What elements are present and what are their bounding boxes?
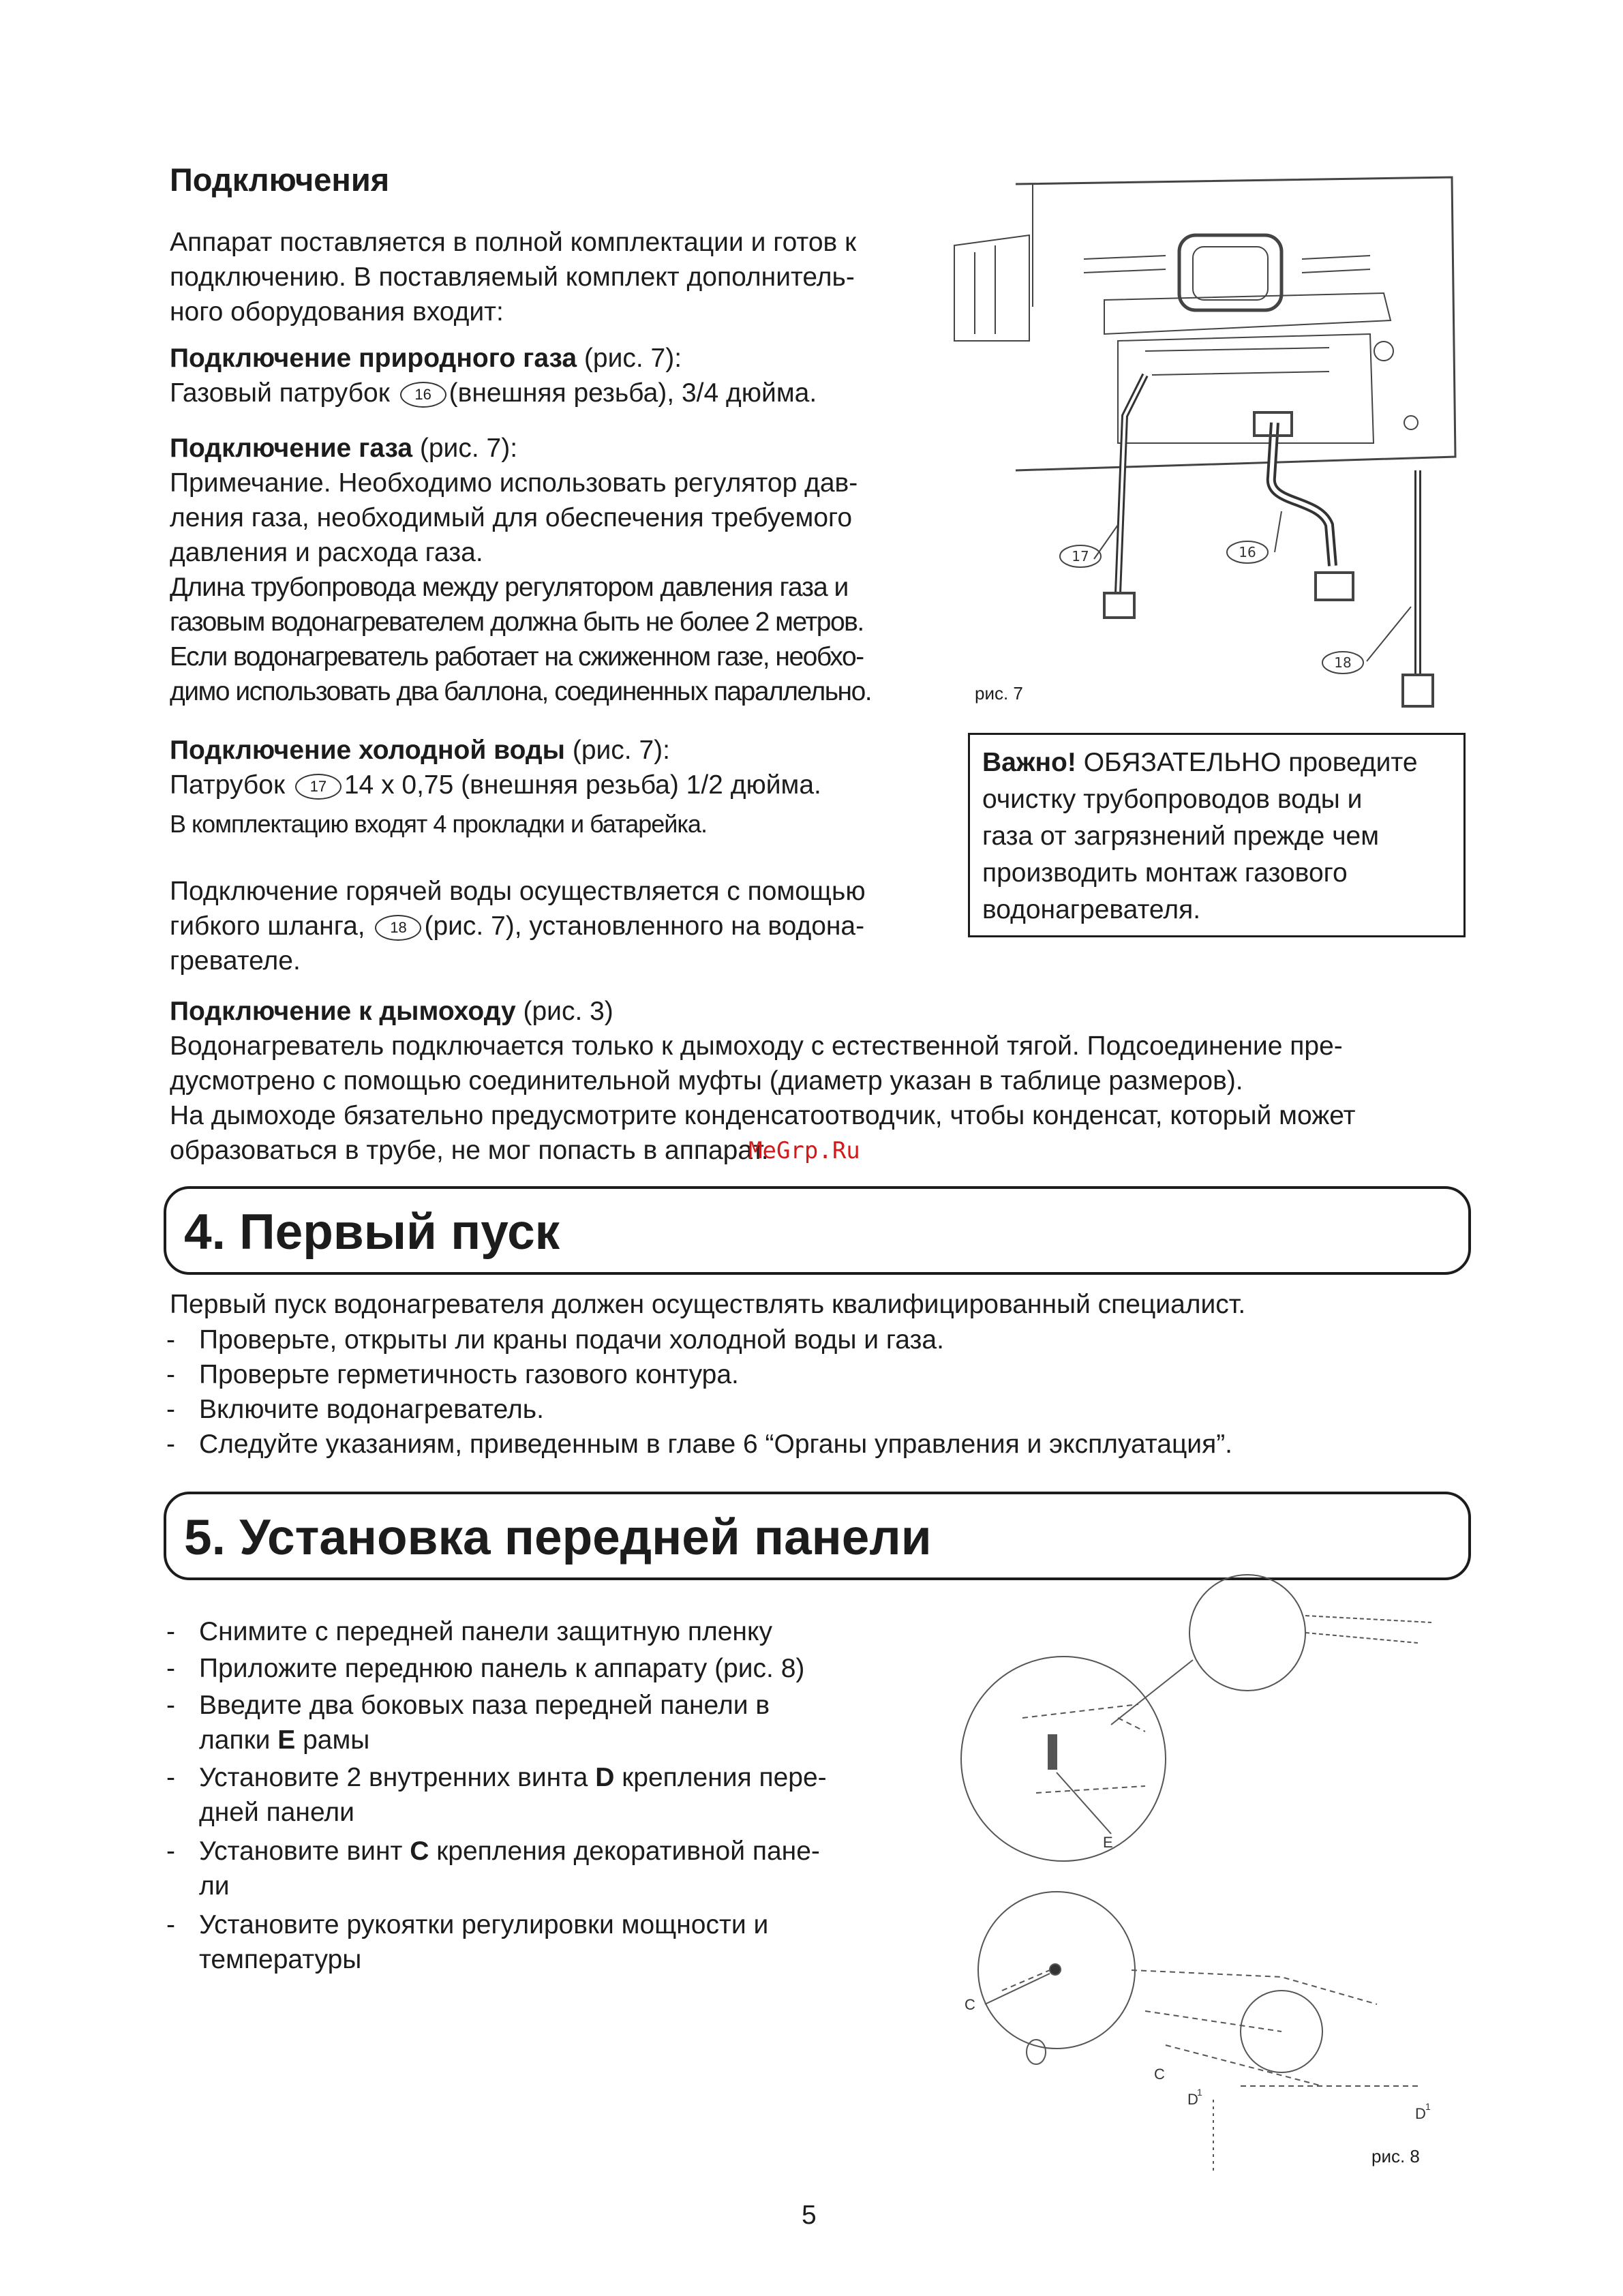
page-number: 5 bbox=[802, 2201, 817, 2230]
list-item bbox=[166, 1323, 944, 1357]
label-E: E bbox=[277, 1725, 296, 1755]
chapter-4-title: 4. Первый пуск bbox=[184, 1205, 560, 1260]
list-item-text: температуры bbox=[199, 1945, 362, 1974]
callout-18: 18 bbox=[375, 915, 421, 941]
gas-ref: (рис. 7): bbox=[412, 434, 518, 463]
list-dash: - bbox=[166, 1617, 175, 1646]
hot-water-line: гибкого шланга, bbox=[170, 911, 365, 941]
natural-gas-ref: (рис. 7): bbox=[577, 344, 682, 373]
list-item-text: Проверьте, открыты ли краны подачи холодной воды и газа. bbox=[199, 1325, 944, 1355]
list-item-text: лапки bbox=[199, 1725, 278, 1755]
fig7-label-16: 16 bbox=[1239, 544, 1256, 560]
list-item-text: Установите 2 внутренних винта bbox=[199, 1763, 596, 1792]
fig7-label-18: 18 bbox=[1334, 654, 1352, 671]
list-dash: - bbox=[166, 1395, 175, 1424]
chapter-5-title: 5. Установка передней панели bbox=[184, 1510, 932, 1565]
flue-line: дусмотрено с помощью соединительной муфты (диаметр указан в таблице размеров). bbox=[170, 1066, 1243, 1096]
cold-water-text: Патрубок bbox=[170, 770, 286, 800]
list-item bbox=[166, 1760, 827, 1830]
hot-water-line: Подключение горячей воды осуществляется с помощью bbox=[170, 877, 866, 906]
gas-block bbox=[170, 431, 871, 709]
gas-title: Подключение газа bbox=[170, 434, 413, 463]
list-dash: - bbox=[166, 1910, 175, 1939]
list-item bbox=[166, 1357, 739, 1392]
chapter-5-header bbox=[164, 1492, 1471, 1580]
gas-line: давления и расхода газа. bbox=[170, 538, 483, 567]
gas-line: газовым водонагревателем должна быть не более 2 метров. bbox=[170, 607, 864, 637]
callout-17: 17 bbox=[295, 774, 342, 800]
flue-line: На дымоходе бязательно предусмотрите конденсатоотводчик, чтобы конденсат, который может bbox=[170, 1101, 1356, 1130]
cold-water-block bbox=[170, 733, 821, 841]
list-dash: - bbox=[166, 1837, 175, 1866]
cold-water-title: Подключение холодной воды bbox=[170, 736, 565, 765]
list-item-text: Снимите с передней панели защитную пленку bbox=[199, 1617, 772, 1646]
intro-line: ного оборудования входит: bbox=[170, 297, 504, 327]
list-item bbox=[166, 1392, 544, 1427]
watermark: MeGrp.Ru bbox=[748, 1137, 860, 1164]
list-item bbox=[166, 1834, 820, 1903]
kit-text: В комплектацию входят 4 прокладки и батарейка. bbox=[170, 810, 707, 838]
figure-7-diagram bbox=[947, 170, 1472, 716]
gas-line: Длина трубопровода между регулятором давления газа и bbox=[170, 573, 849, 602]
natural-gas-text-b: (внешняя резьба), 3/4 дюйма. bbox=[449, 378, 817, 408]
list-item bbox=[166, 1651, 805, 1686]
list-dash: - bbox=[166, 1360, 175, 1389]
chapter-4-header bbox=[164, 1186, 1471, 1275]
connections-intro bbox=[170, 225, 856, 329]
callout-16: 16 bbox=[400, 382, 446, 408]
intro-line: Аппарат поставляется в полной комплектации и готов к bbox=[170, 228, 857, 257]
important-box bbox=[968, 733, 1466, 937]
flue-line: Водонагреватель подключается только к дымоходу с естественной тягой. Подсоединение пре- bbox=[170, 1031, 1343, 1061]
list-dash: - bbox=[166, 1691, 175, 1720]
important-line: ОБЯЗАТЕЛЬНО проведите bbox=[1076, 748, 1418, 777]
list-item bbox=[166, 1688, 770, 1757]
natural-gas-block bbox=[170, 341, 817, 410]
list-item bbox=[166, 1614, 772, 1649]
list-item-text: крепления декоративной пане- bbox=[429, 1837, 820, 1866]
figure-7-caption: рис. 7 bbox=[975, 683, 1023, 704]
list-dash: - bbox=[166, 1654, 175, 1683]
list-dash: - bbox=[166, 1325, 175, 1355]
important-label: Важно! bbox=[982, 748, 1076, 777]
figure-8-caption: рис. 8 bbox=[1371, 2146, 1420, 2166]
list-item-text: Следуйте указаниям, приведенным в главе 6 “Органы управления и эксплуатация”. bbox=[199, 1430, 1233, 1459]
gas-line: Примечание. Необходимо использовать регулятор дав- bbox=[170, 468, 858, 498]
gas-line: димо использовать два баллона, соединенных параллельно. bbox=[170, 677, 872, 706]
list-item-text: дней панели bbox=[199, 1798, 354, 1827]
fig8-label-E: E bbox=[1103, 1834, 1113, 1851]
fig8-label-sup2: 1 bbox=[1425, 2101, 1431, 2112]
natural-gas-text: Газовый патрубок bbox=[170, 378, 390, 408]
list-item bbox=[166, 1427, 1233, 1462]
fig8-label-C: C bbox=[965, 1996, 975, 2013]
fig8-label-sup: 1 bbox=[1197, 2087, 1202, 2098]
figure-8-diagram bbox=[941, 1568, 1486, 2181]
important-line: газа от загрязнений прежде чем bbox=[982, 821, 1380, 851]
list-item-text: Установите винт bbox=[199, 1837, 410, 1866]
list-dash: - bbox=[166, 1430, 175, 1459]
cold-water-text-b: 14 x 0,75 (внешняя резьба) 1/2 дюйма. bbox=[344, 770, 821, 800]
flue-line: образоваться в трубе, не мог попасть в аппарат. bbox=[170, 1136, 769, 1165]
list-dash: - bbox=[166, 1763, 175, 1792]
label-D: D bbox=[595, 1763, 615, 1792]
fig8-label-D: D bbox=[1187, 2091, 1198, 2108]
fig7-label-17: 17 bbox=[1072, 548, 1089, 564]
cold-water-ref: (рис. 7): bbox=[565, 736, 670, 765]
list-item-text: Введите два боковых паза передней панели в bbox=[199, 1691, 770, 1720]
list-item bbox=[166, 1907, 769, 1977]
list-item-text: Включите водонагреватель. bbox=[199, 1395, 544, 1424]
chapter-4-intro: Первый пуск водонагревателя должен осуществлять квалифицированный специалист. bbox=[170, 1290, 1246, 1319]
list-item-text: Приложите переднюю панель к аппарату (рис. 8) bbox=[199, 1654, 805, 1683]
list-item-text: Установите рукоятки регулировки мощности и bbox=[199, 1910, 769, 1939]
important-line: водонагревателя. bbox=[982, 895, 1201, 924]
hot-water-line-b: (рис. 7), установленного на водона- bbox=[424, 911, 865, 941]
natural-gas-title: Подключение природного газа bbox=[170, 344, 577, 373]
flue-title: Подключение к дымоходу bbox=[170, 997, 516, 1026]
important-line: очистку трубопроводов воды и bbox=[982, 785, 1363, 814]
hot-water-block bbox=[170, 874, 866, 978]
fig8-label-D2: D bbox=[1415, 2105, 1426, 2122]
important-line: производить монтаж газового bbox=[982, 858, 1348, 888]
connections-title: Подключения bbox=[170, 162, 390, 198]
intro-line: подключению. В поставляемый комплект дополнитель- bbox=[170, 262, 855, 292]
list-item-text: Проверьте герметичность газового контура. bbox=[199, 1360, 739, 1389]
label-C: C bbox=[410, 1837, 429, 1866]
list-item-text: рамы bbox=[295, 1725, 370, 1755]
list-item-text: ли bbox=[199, 1871, 230, 1901]
list-item-text: крепления пере- bbox=[614, 1763, 827, 1792]
hot-water-line: гревателе. bbox=[170, 946, 301, 976]
flue-ref: (рис. 3) bbox=[515, 997, 613, 1026]
gas-line: ления газа, необходимый для обеспечения требуемого bbox=[170, 503, 853, 532]
gas-line: Если водонагреватель работает на сжиженном газе, необхо- bbox=[170, 642, 864, 671]
fig8-label-C2: C bbox=[1154, 2066, 1165, 2083]
